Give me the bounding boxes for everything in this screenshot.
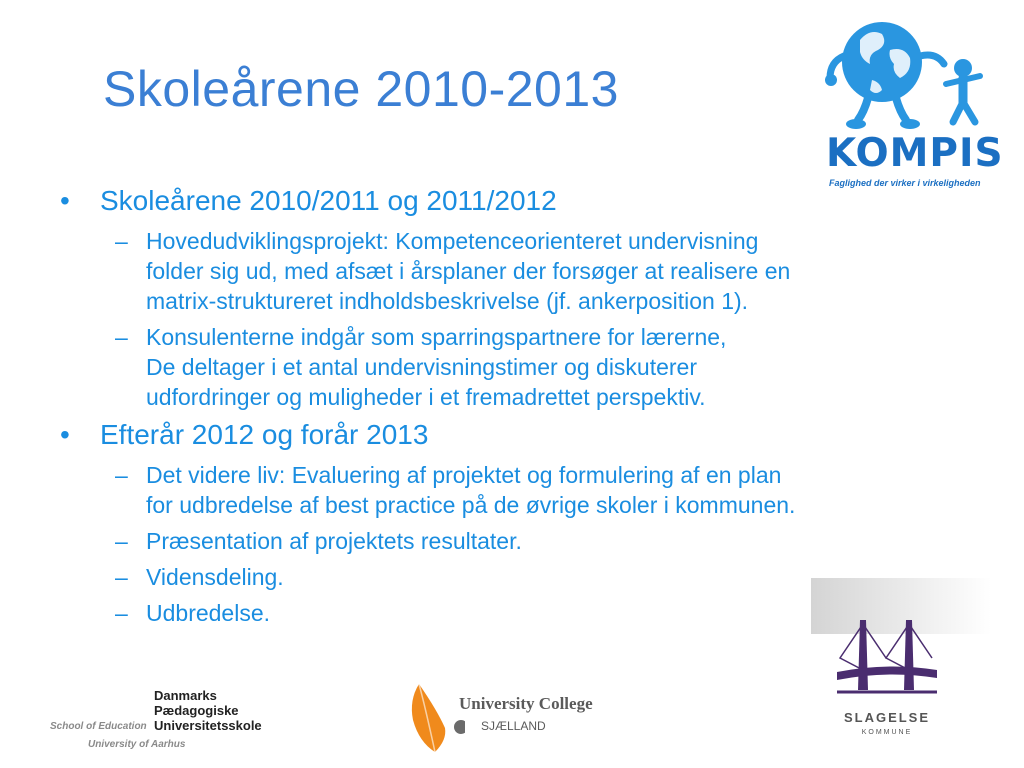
- dpu-name-line: Pædagogiske: [154, 703, 239, 718]
- sub-bullet-item: [58, 226, 958, 316]
- bridge-icon: [832, 610, 942, 710]
- bullet-text: Efterår 2012 og forår 2013: [100, 419, 429, 450]
- sub-bullet-line: Konsulenterne indgår som sparringspartnere for lærerne,: [146, 324, 727, 350]
- dash-icon: –: [115, 528, 128, 554]
- sub-bullet-line: folder sig ud, med afsæt i årsplaner der forsøger at realisere en: [146, 258, 791, 284]
- sub-bullet-item: [58, 460, 958, 520]
- uc-subtitle: SJÆLLAND: [481, 719, 546, 733]
- kompis-wordmark: KOMPIS: [826, 131, 1004, 176]
- slide-content: [58, 184, 958, 634]
- sub-bullet-line: matrix-struktureret indholdsbeskrivelse (jf. ankerposition 1).: [146, 288, 749, 314]
- kompis-logo: [820, 10, 1004, 190]
- slagelse-subtitle: KOMMUNE: [861, 729, 913, 736]
- uc-name: University College: [459, 694, 593, 713]
- dpu-school-text: School of Education: [50, 721, 147, 732]
- dash-icon: –: [115, 600, 128, 626]
- dash-icon: –: [115, 564, 128, 590]
- bullet-text: Skoleårene 2010/2011 og 2011/2012: [100, 185, 557, 216]
- slide-title: Skoleårene 2010-2013: [103, 61, 619, 117]
- sub-bullet-line: Vidensdeling.: [146, 564, 284, 590]
- sub-bullet-line: for udbredelse af best practice på de øvrige skoler i kommunen.: [146, 492, 796, 518]
- kompis-globe-figures-icon: [820, 10, 1000, 135]
- sub-bullet-line: udfordringer og muligheder i et fremadrettet perspektiv.: [146, 384, 706, 410]
- dash-icon: –: [115, 324, 128, 350]
- dpu-name-line: Danmarks: [154, 688, 217, 703]
- slagelse-wordmark: SLAGELSE: [843, 710, 931, 725]
- bullet-item: [58, 418, 958, 452]
- dpu-name: [154, 688, 262, 733]
- kompis-tagline: Faglighed der virker i virkeligheden: [829, 178, 981, 188]
- sub-bullet-line: Præsentation af projektets resultater.: [146, 528, 522, 554]
- bullet-dot-icon: •: [60, 185, 70, 216]
- slagelse-logo: [832, 610, 942, 740]
- uc-mark-icon: [405, 680, 465, 755]
- dash-icon: –: [115, 462, 128, 488]
- dpu-logo: [50, 688, 290, 758]
- sub-bullet-item: [58, 526, 958, 556]
- sub-bullet-line: Hovedudviklingsprojekt: Kompetenceorienteret undervisning: [146, 228, 759, 254]
- bullet-dot-icon: •: [60, 419, 70, 450]
- sub-bullet-line: Udbredelse.: [146, 600, 271, 626]
- dpu-name-line: Universitetsskole: [154, 718, 262, 733]
- sub-bullet-line: De deltager i et antal undervisningstimer og diskuterer: [146, 354, 698, 380]
- dpu-university-text: University of Aarhus: [88, 739, 186, 750]
- dash-icon: –: [115, 228, 128, 254]
- sub-bullet-item: [58, 322, 958, 412]
- university-college-logo: [405, 680, 645, 755]
- sub-bullet-line: Det videre liv: Evaluering af projektet og formulering af en plan: [146, 462, 782, 488]
